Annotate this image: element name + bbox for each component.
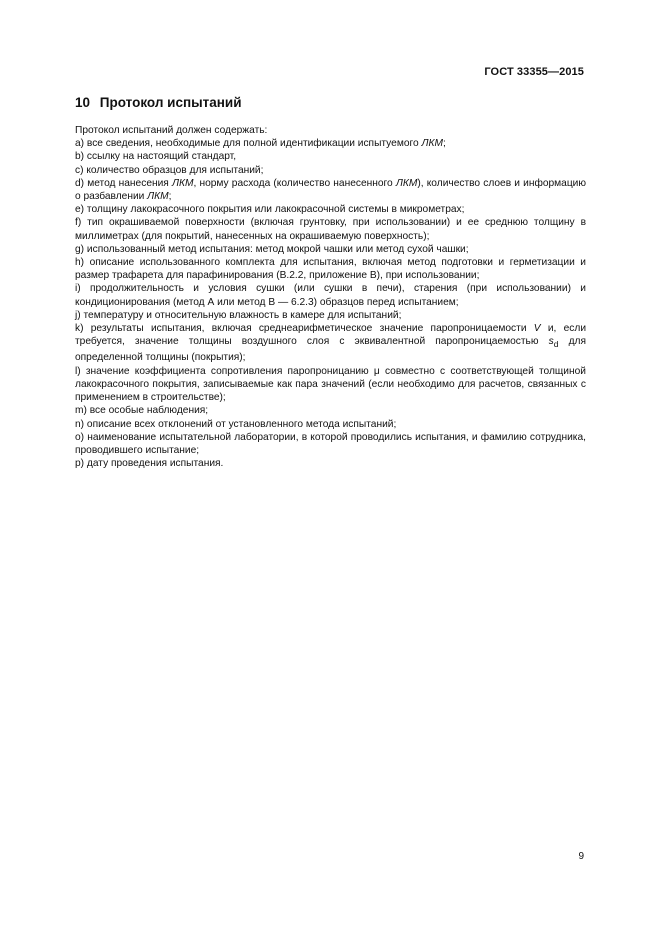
list-item-a: a) все сведения, необходимые для полной идентификации испытуемого ЛКМ;: [75, 138, 446, 150]
document-code: ГОСТ 33355—2015: [484, 66, 584, 78]
list-item-i: i) продолжительность и условия сушки (или сушки в печи), старения (при использовании) и кондиционирования (метод А или метод В — 6.2.3) образцов перед испытанием;: [75, 283, 586, 308]
list-item-l: l) значение коэффициента сопротивления паропроницанию μ совместно с соответствующей толщиной лакокрасочного покрытия, записываемые как пара значений (если необходимо для расчетов, связанных с применением в строительстве);: [75, 365, 586, 404]
section-title: Протокол испытаний: [99, 95, 242, 110]
list-item-j: j) температуру и относительную влажность в камере для испытаний;: [75, 309, 402, 321]
page-number: 9: [578, 851, 584, 862]
list-item-m: m) все особые наблюдения;: [75, 405, 209, 417]
list-item-o: o) наименование испытательной лаборатории, в которой проводились испытания, и фамилию сотрудника, проводившего испытание;: [75, 431, 586, 456]
list-item-b: b) ссылку на настоящий стандарт,: [75, 151, 237, 163]
list-item-f: f) тип окрашиваемой поверхности (включая грунтовку, при использовании) и ее среднюю толщину в миллиметрах (для покрытий, нанесенных на окрашиваемую поверхность);: [75, 217, 586, 242]
list-item-e: e) толщину лакокрасочного покрытия или лакокрасочной системы в микрометрах;: [75, 204, 465, 216]
section-number: 10: [75, 95, 91, 110]
protocol-body: [75, 124, 586, 470]
list-item-p: p) дату проведения испытания.: [75, 458, 224, 470]
list-item-d: d) метод нанесения ЛКМ, норму расхода (количество нанесенного ЛКМ), количество слоев и информацию о разбавлении ЛКМ;: [75, 177, 587, 203]
list-item-g: g) использованный метод испытания: метод мокрой чашки или метод сухой чашки;: [75, 243, 469, 255]
list-item-c: c) количество образцов для испытаний;: [75, 164, 264, 176]
list-item-k: k) результаты испытания, включая среднеарифметическое значение паропроницаемости V и, если требуется, значение толщины воздушного слоя с эквивалентной паропроницаемостью $s_d$ для определенной толщины (покрытия);: [75, 323, 587, 364]
section-heading: [75, 95, 242, 110]
list-item-n: n) описание всех отклонений от установленного метода испытаний;: [75, 418, 397, 430]
intro-paragraph: Протокол испытаний должен содержать:: [75, 125, 268, 136]
list-item-h: h) описание использованного комплекта для испытания, включая метод подготовки и герметизации и размер трафарета для парафинирования (В.2.2, приложение В), при использовании;: [75, 257, 586, 282]
